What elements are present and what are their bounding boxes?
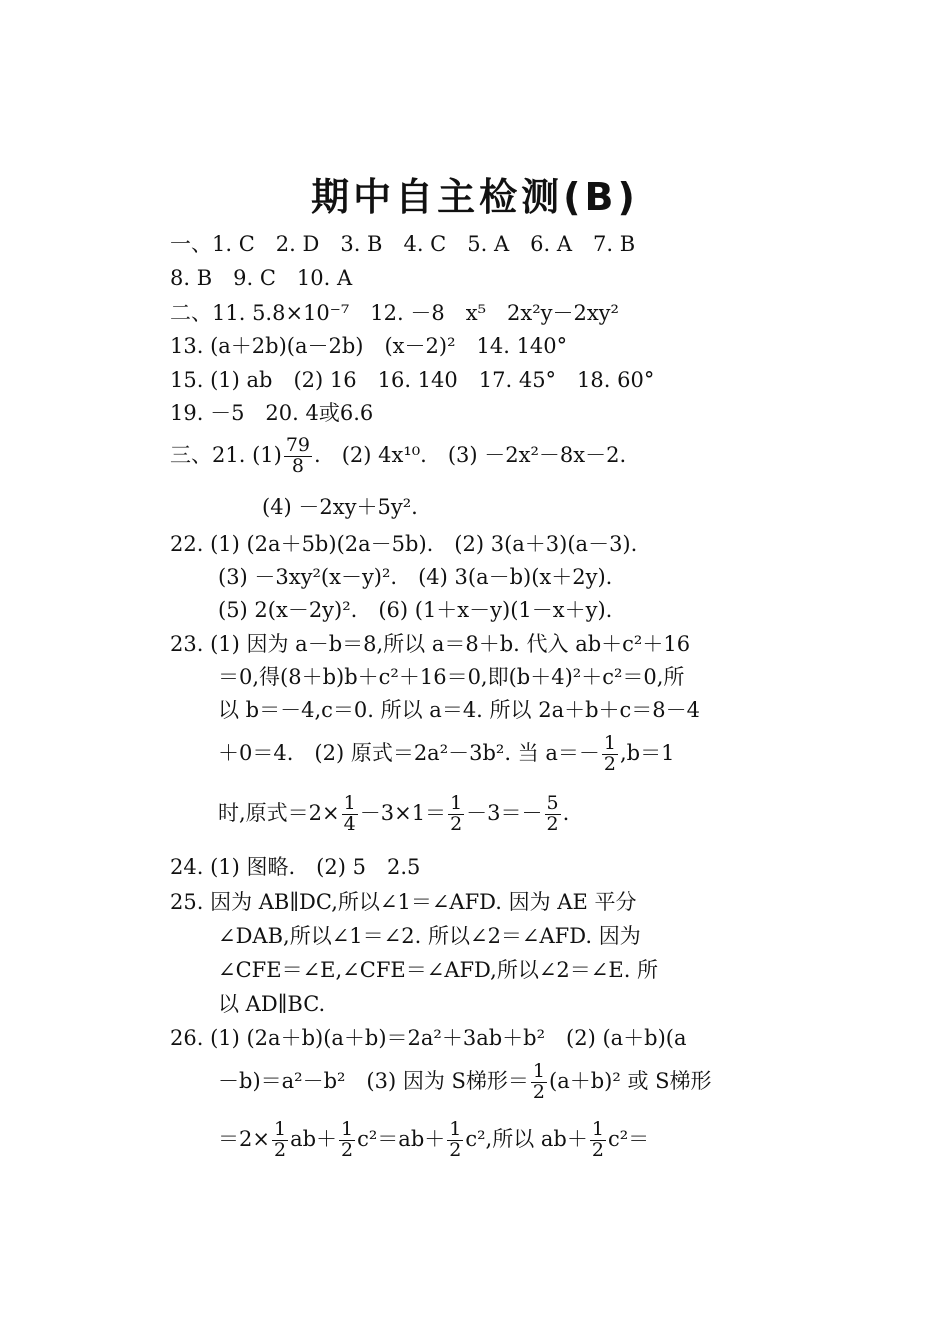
q21-head: 三、21. (1) [170,442,282,467]
fraction-numerator: 1 [273,1118,287,1140]
fraction-denominator: 2 [546,812,559,835]
fraction-numerator: 1 [449,1118,462,1140]
q25-line-3: ∠CFE＝∠E,∠CFE＝∠AFD,所以∠2＝∠E. 所 [218,958,659,982]
q23-line-4 [218,734,674,775]
q22-line-1: 22. (1) (2a＋5b)(2a－5b). (2) 3(a＋3)(a－3). [170,532,638,556]
answer-line-6: 19. －5 20. 4或6.6 [170,401,374,425]
fraction-denominator: 2 [603,752,616,775]
q23-fraction-1 [602,734,618,775]
fraction-denominator: 2 [449,1138,462,1161]
fraction-numerator: 5 [546,792,559,814]
fraction-numerator: 1 [341,1118,354,1140]
q24-line: 24. (1) 图略. (2) 5 2.5 [170,855,421,879]
page-title: 期中自主检测(B) [311,175,639,219]
q23-line-5-text-a: 时,原式＝2× [218,800,340,825]
fraction-numerator: 1 [450,792,463,814]
fraction-denominator: 2 [450,812,463,835]
fraction-denominator: 2 [591,1138,604,1161]
q23-line-4-text-b: ,b＝1 [619,740,675,765]
q26-line-2-text-b: (a＋b)² 或 S梯形 [549,1068,712,1093]
q22-line-3: (5) 2(x－2y)². (6) (1＋x－y)(1－x＋y). [218,598,613,622]
answer-line-3: 二、11. 5.8×10⁻⁷ 12. －8 x⁵ 2x²y－2xy² [170,301,619,325]
answer-line-1: 一、1. C 2. D 3. B 4. C 5. A 6. A 7. B [170,232,636,256]
answer-line-5: 15. (1) ab (2) 16 16. 140 17. 45° 18. 60° [170,368,655,392]
q23-line-5 [218,794,569,835]
fraction-denominator: 2 [532,1080,546,1103]
q26-fraction-2 [272,1120,288,1161]
q25-line-1: 25. 因为 AB∥DC,所以∠1＝∠AFD. 因为 AE 平分 [170,890,637,914]
q21-line-1 [170,436,626,477]
q26-fraction-1 [531,1062,547,1103]
fraction-numerator: 1 [591,1118,604,1140]
fraction-numerator: 1 [343,792,356,814]
q26-line-3-text-d: c²,所以 ab＋ [465,1126,588,1151]
q23-fraction-4 [545,794,561,835]
fraction-numerator: 1 [603,732,616,754]
q23-fraction-3 [448,794,464,835]
q23-line-5-text-b: －3×1＝ [359,800,447,825]
q26-line-2 [218,1062,712,1103]
q23-fraction-2 [342,794,358,835]
q23-line-2: ＝0,得(8＋b)b＋c²＋16＝0,即(b＋4)²＋c²＝0,所 [218,665,685,689]
q21-fraction [284,436,312,477]
q26-line-2-text-a: －b)＝a²－b² (3) 因为 S梯形＝ [218,1068,529,1093]
q25-line-2: ∠DAB,所以∠1＝∠2. 所以∠2＝∠AFD. 因为 [218,924,641,948]
fraction-numerator: 1 [532,1060,546,1082]
fraction-denominator: 2 [273,1138,287,1161]
q23-line-3: 以 b＝－4,c＝0. 所以 a＝4. 所以 2a＋b＋c＝8－4 [218,698,701,722]
fraction-denominator: 4 [343,812,356,835]
q26-line-3-text-b: ab＋ [290,1126,338,1151]
q26-line-3-text-e: c²＝ [607,1126,650,1151]
answer-line-4: 13. (a＋2b)(a－2b) (x－2)² 14. 140° [170,334,568,358]
fraction-denominator: 8 [291,454,304,477]
q21-rest: . (2) 4x¹⁰. (3) －2x²－8x－2. [314,442,627,467]
q23-line-5-text-d: . [562,800,570,825]
q25-line-4: 以 AD∥BC. [218,992,326,1016]
fraction-denominator: 2 [341,1138,354,1161]
q26-line-3-text-c: c²＝ab＋ [357,1126,446,1151]
fraction-numerator: 79 [285,434,311,456]
q26-line-3 [218,1120,649,1161]
q23-line-5-text-c: －3＝－ [466,800,543,825]
q26-fraction-5 [590,1120,606,1161]
scan-bleed-artifact [150,1158,770,1170]
q21-line-2: (4) －2xy＋5y². [262,495,418,519]
q22-line-2: (3) －3xy²(x－y)². (4) 3(a－b)(x＋2y). [218,565,613,589]
q26-fraction-4 [447,1120,463,1161]
q26-fraction-3 [339,1120,355,1161]
q23-line-1: 23. (1) 因为 a－b＝8,所以 a＝8＋b. 代入 ab＋c²＋16 [170,632,691,656]
answer-line-2: 8. B 9. C 10. A [170,266,353,290]
q23-line-4-text-a: ＋0＝4. (2) 原式＝2a²－3b². 当 a＝－ [218,740,600,765]
q26-line-1: 26. (1) (2a＋b)(a＋b)＝2a²＋3ab＋b² (2) (a＋b)(a [170,1026,687,1050]
q26-line-3-text-a: ＝2× [218,1126,270,1151]
